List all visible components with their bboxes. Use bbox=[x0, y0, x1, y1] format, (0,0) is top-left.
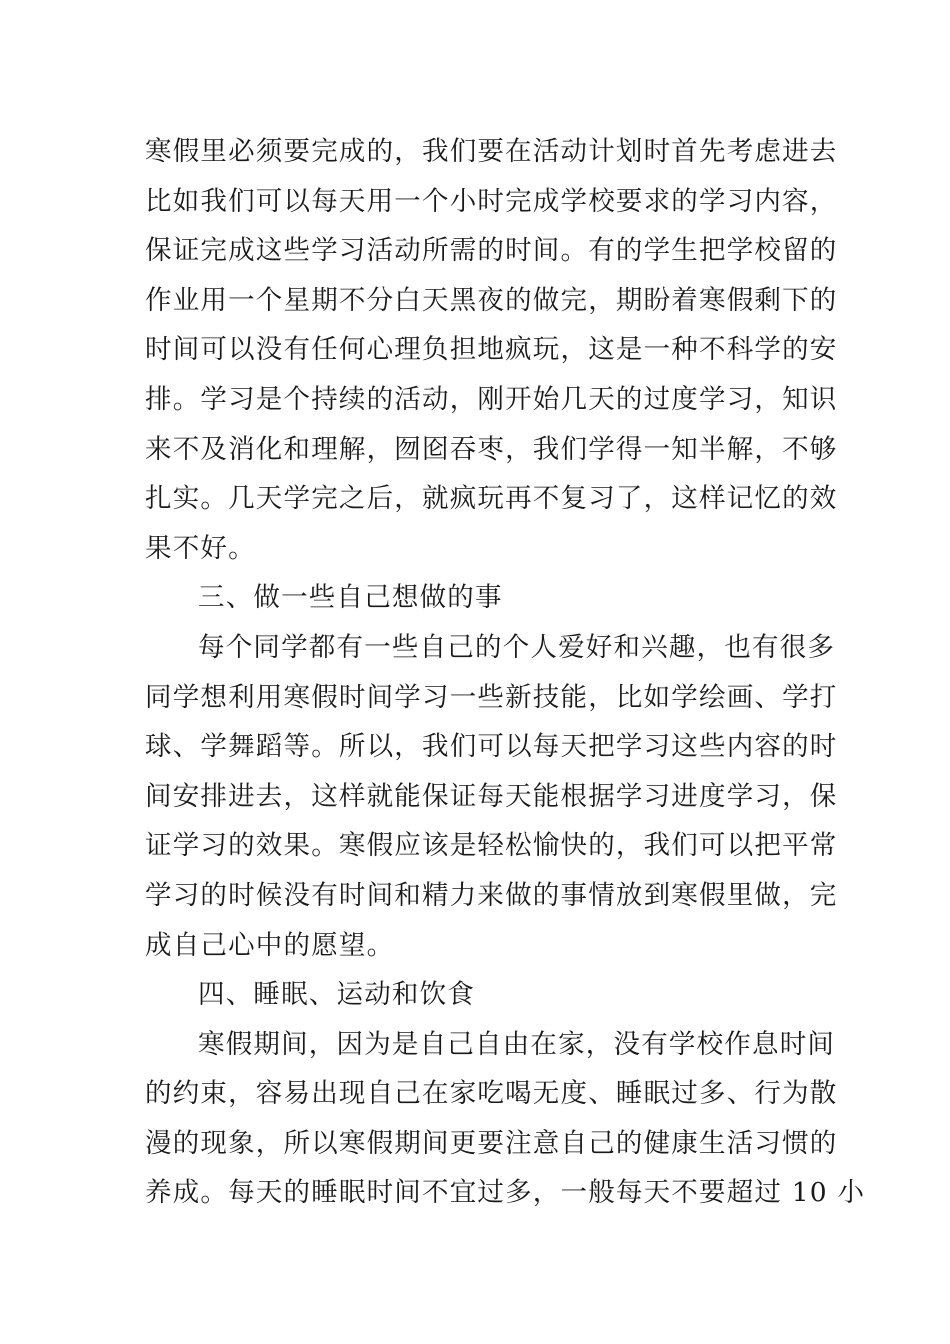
text-line: 同学想利用寒假时间学习一些新技能，比如学绘画、学打 bbox=[145, 681, 838, 713]
text-line: 球、学舞蹈等。所以，我们可以每天把学习这些内容的时 bbox=[145, 731, 838, 763]
text-line: 时间可以没有任何心理负担地疯玩，这是一种不科学的安 bbox=[145, 334, 838, 366]
text-line: 养成。每天的睡眠时间不宜过多，一般每天不要超过 10 小 bbox=[145, 1177, 866, 1209]
text-line: 的约束，容易出现自己在家吃喝无度、睡眠过多、行为散 bbox=[145, 1078, 838, 1110]
text-line: 排。学习是个持续的活动，刚开始几天的过度学习，知识 bbox=[145, 383, 838, 415]
paragraph-start-line: 四、睡眠、运动和饮食 bbox=[198, 979, 475, 1011]
paragraph-start-line: 三、做一些自己想做的事 bbox=[198, 582, 503, 614]
text-line: 扎实。几天学完之后，就疯玩再不复习了，这样记忆的效 bbox=[145, 483, 838, 515]
text-line: 证学习的效果。寒假应该是轻松愉快的，我们可以把平常 bbox=[145, 830, 838, 862]
text-line: 作业用一个星期不分白天黑夜的做完，期盼着寒假剩下的 bbox=[145, 284, 838, 316]
text-line: 寒假里必须要完成的，我们要在活动计划时首先考虑进去 bbox=[145, 136, 838, 167]
text-line: 学习的时候没有时间和精力来做的事情放到寒假里做，完 bbox=[145, 879, 838, 911]
text-line: 来不及消化和理解，囫囵吞枣，我们学得一知半解，不够 bbox=[145, 433, 838, 465]
text-line: 间安排进去，这样就能保证每天能根据学习进度学习，保 bbox=[145, 780, 838, 812]
text-line: 成自己心中的愿望。 bbox=[145, 929, 395, 961]
document-body bbox=[145, 127, 866, 1218]
text-line: 保证完成这些学习活动所需的时间。有的学生把学校留的 bbox=[145, 235, 838, 267]
text-line: 比如我们可以每天用一个小时完成学校要求的学习内容， bbox=[145, 185, 838, 217]
paragraph-start-line: 每个同学都有一些自己的个人爱好和兴趣，也有很多 bbox=[198, 631, 836, 663]
text-line: 漫的现象，所以寒假期间更要注意自己的健康生活习惯的 bbox=[145, 1127, 838, 1159]
paragraph-start-line: 寒假期间，因为是自己自由在家，没有学校作息时间 bbox=[198, 1028, 836, 1060]
text-line: 果不好。 bbox=[145, 532, 256, 564]
